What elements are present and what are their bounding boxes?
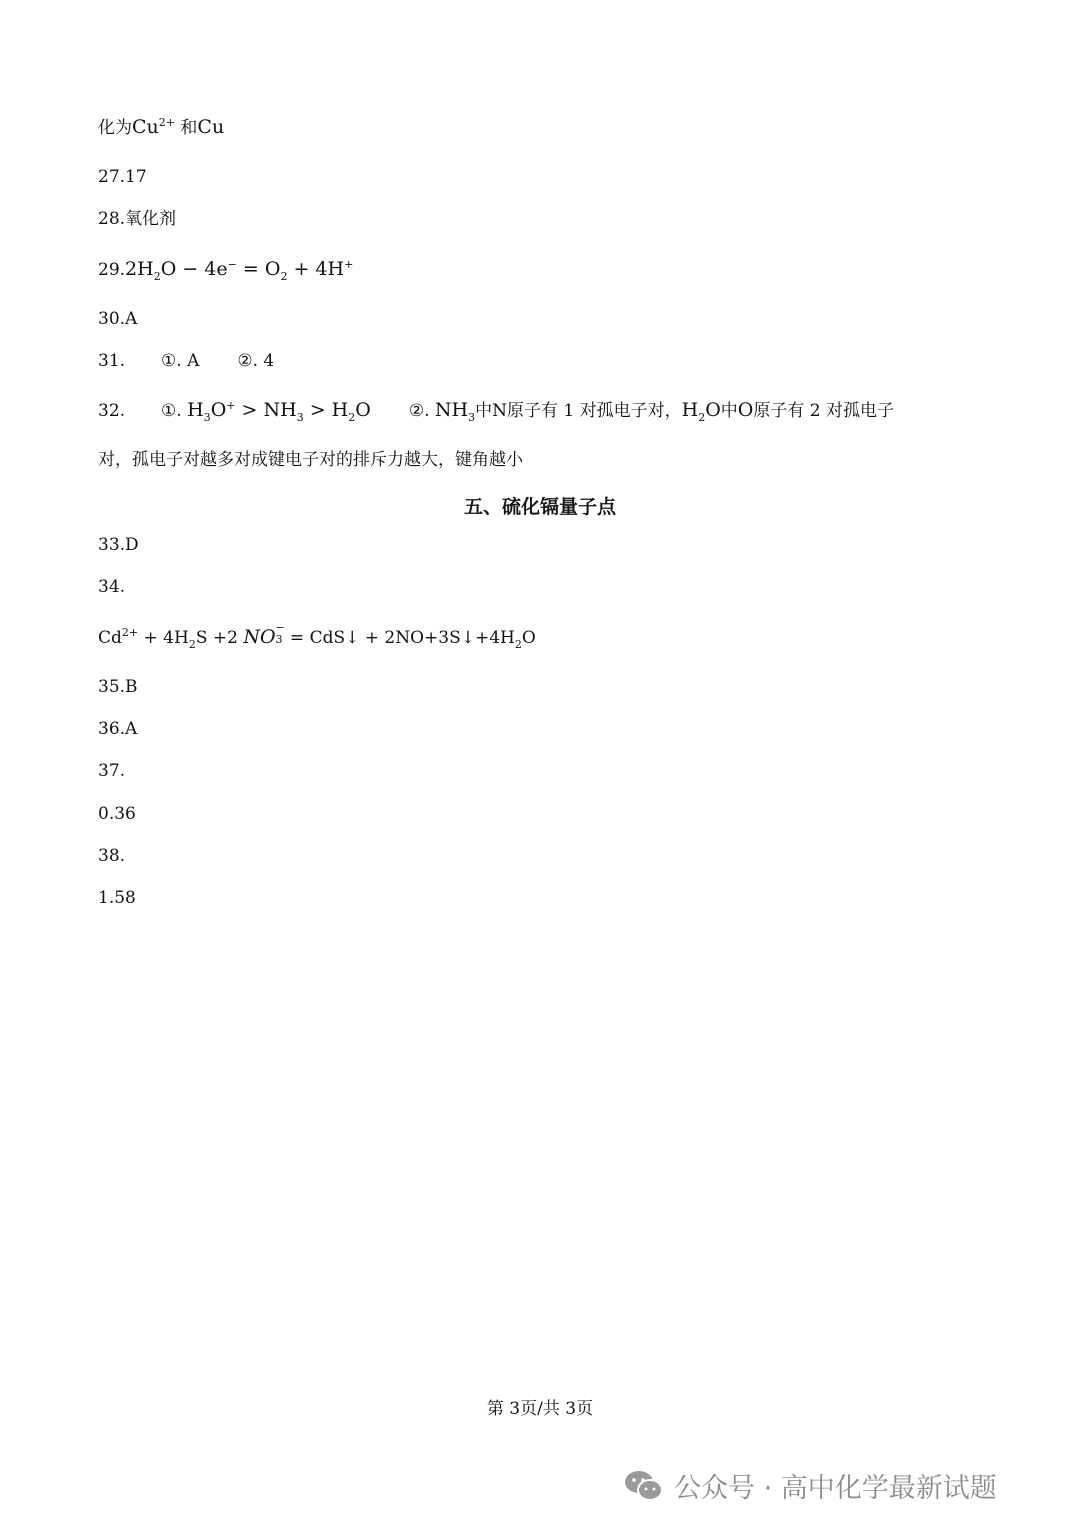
nitrate-formula: NO	[243, 626, 276, 648]
answer-34-equation	[98, 621, 536, 651]
answer-28: 28.氧化剂	[98, 209, 177, 229]
eq-part: + 4H	[287, 258, 345, 280]
text: 原子有 1 对孤电子对，	[506, 401, 682, 421]
question-number: 32.	[98, 401, 126, 421]
superscript: 2+	[121, 626, 139, 639]
superscript: +	[344, 258, 354, 271]
nitrate-indices: − 3	[275, 621, 285, 646]
answer-32-continued: 对，孤电子对越多对成键电子对的排斥力越大，键角越小	[98, 450, 523, 470]
answer-31	[98, 353, 274, 370]
part-1: ①. A	[161, 351, 200, 371]
equation	[125, 258, 354, 283]
eq-part: O	[355, 399, 371, 421]
answer-37-value: 0.36	[98, 804, 136, 824]
eq-part: O − 4e	[160, 258, 228, 280]
text: 原子有 2 对孤电子	[753, 401, 894, 421]
ordering-formula	[187, 399, 371, 424]
text: 化为	[98, 118, 132, 138]
question-number: 31.	[98, 351, 126, 371]
subscript: 2	[348, 411, 356, 424]
answer-38: 38.	[98, 846, 126, 866]
eq-part: Cd	[98, 628, 122, 648]
answer-32	[98, 399, 894, 424]
answer-36: 36.A	[98, 719, 138, 739]
eq-part: = O	[236, 258, 281, 280]
answer-37: 37.	[98, 761, 126, 781]
wechat-icon	[624, 1469, 664, 1503]
eq-part: 2H	[125, 258, 154, 280]
text: 中	[475, 401, 493, 421]
watermark	[624, 1466, 997, 1505]
answer-38-value: 1.58	[98, 888, 136, 908]
subscript: 3	[468, 411, 476, 424]
subscript: 2	[280, 270, 288, 283]
question-number: 29.	[98, 260, 126, 280]
formula: Cu	[132, 116, 159, 138]
answer-26-tail	[98, 118, 224, 137]
answer-29	[98, 258, 354, 283]
superscript: +	[226, 399, 236, 412]
formula: O	[705, 399, 721, 421]
subscript: 2	[188, 638, 196, 651]
answer-34: 34.	[98, 577, 126, 597]
eq-part: > NH	[235, 399, 297, 421]
superscript: 2+	[158, 116, 175, 129]
eq-part: S +2	[195, 628, 244, 648]
watermark-text: 公众号 · 高中化学最新试题	[674, 1473, 997, 1504]
text: 中	[720, 401, 738, 421]
answer-27: 27.17	[98, 167, 147, 187]
eq-part: O	[210, 399, 227, 421]
subscript: 3	[296, 411, 304, 424]
formula: H	[681, 399, 699, 421]
subscript: 2	[698, 411, 706, 424]
part-2-label: ②.	[408, 401, 430, 421]
superscript: −	[227, 258, 237, 271]
subscript: 3	[203, 411, 211, 424]
formula: Cu	[197, 116, 225, 138]
part-1-label: ①.	[161, 401, 182, 421]
part-2: ②. 4	[237, 351, 275, 371]
eq-part: > H	[303, 399, 349, 421]
text: 和	[180, 118, 198, 138]
formula: O	[737, 399, 754, 421]
eq-part: = CdS↓ + 2NO+3S↓+4H	[284, 628, 515, 648]
subscript: 2	[514, 638, 522, 651]
section-heading: 五、硫化镉量子点	[463, 496, 616, 518]
eq-part: O	[521, 628, 536, 648]
subscript: 2	[153, 270, 161, 283]
answer-33: 33.D	[98, 535, 139, 555]
text: N	[492, 401, 507, 421]
eq-part: + 4H	[138, 628, 189, 648]
page-footer: 第 3页/共 3页	[486, 1399, 594, 1419]
eq-part: H	[187, 399, 204, 421]
answer-35: 35.B	[98, 677, 138, 697]
answer-30: 30.A	[98, 309, 138, 329]
formula: NH	[434, 399, 469, 421]
